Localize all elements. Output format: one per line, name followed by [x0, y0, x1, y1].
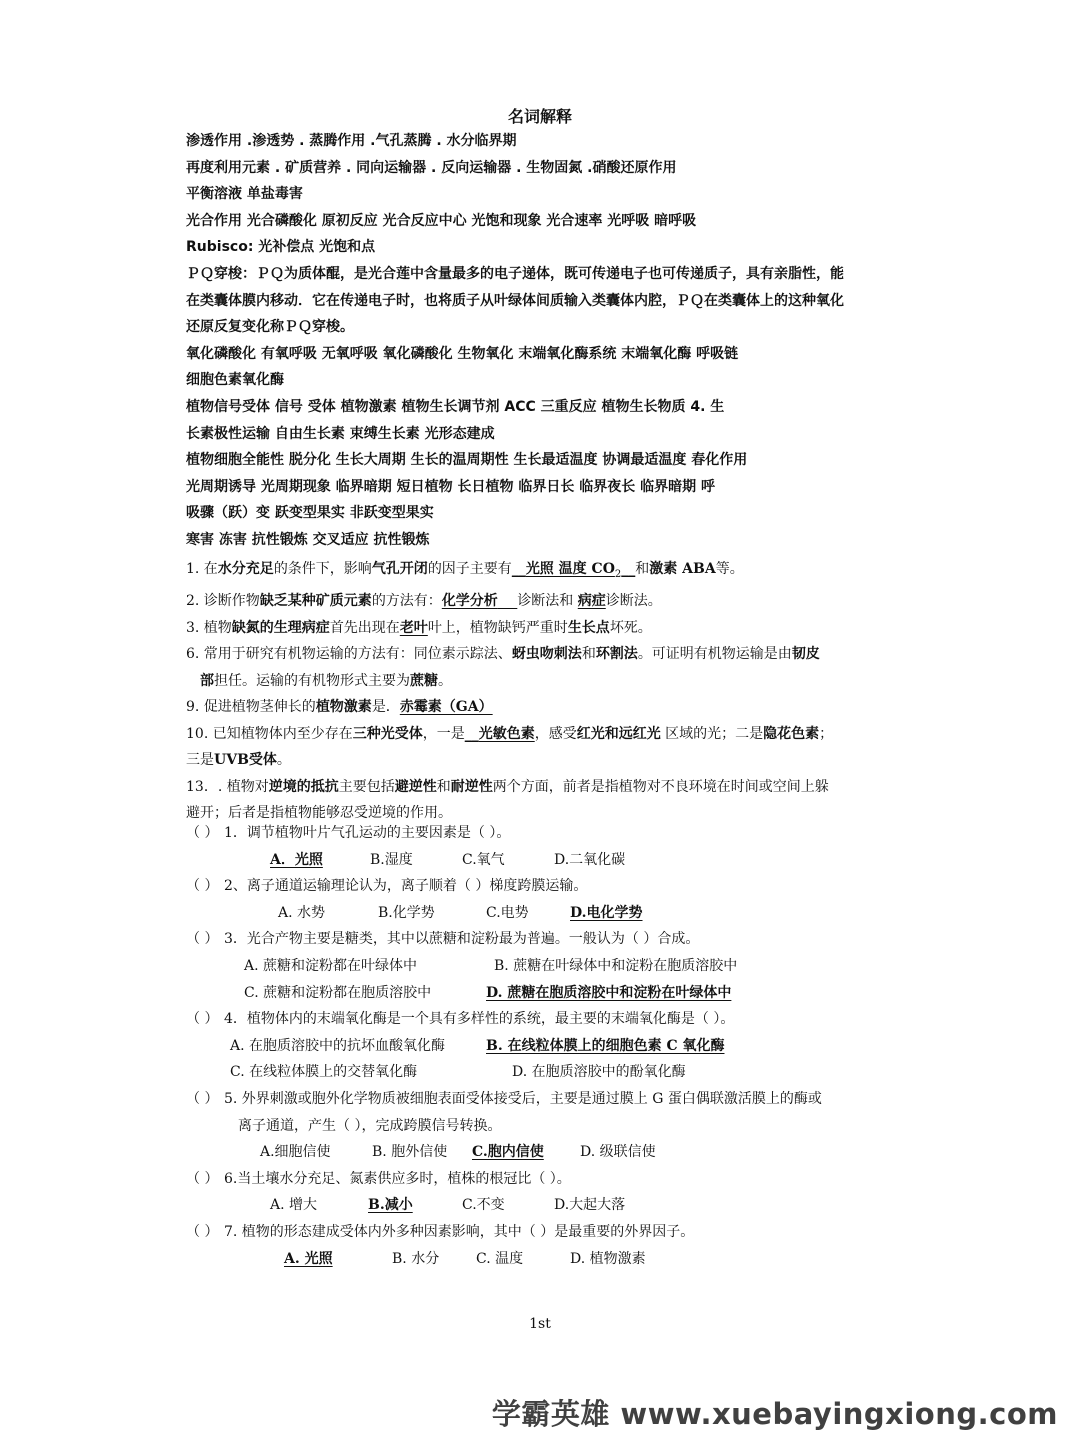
- mc-options: [186, 900, 916, 927]
- page-title: 名词解释: [507, 107, 572, 126]
- text: 叶上，植物缺钙严重时: [427, 619, 568, 636]
- fill-question-6-cont: [186, 668, 906, 695]
- multiple-choice-section: [186, 820, 916, 1272]
- text: 坏死。: [609, 619, 652, 636]
- answer: 老叶: [399, 619, 428, 636]
- term-line: 氧化磷酸化 有氧呼吸 无氧呼吸 氧化磷酸化 生物氧化 末端氧化酶系统 末端氧化酶 呼吸链: [186, 345, 739, 362]
- text: ；: [819, 725, 834, 742]
- mc-question: [186, 1006, 916, 1033]
- option-a: A.细胞信使: [260, 1144, 331, 1161]
- answer: 部: [200, 672, 214, 689]
- option-c: C.胞内信使: [472, 1144, 544, 1161]
- question-stem: 6.当土壤水分充足、氮素供应多时，植株的根冠比（ ）。: [224, 1170, 571, 1187]
- option-b: B.湿度: [370, 851, 413, 868]
- answer: 生长点: [567, 619, 610, 636]
- answer: 病症: [577, 593, 606, 610]
- text: 三是: [186, 752, 214, 769]
- text: 和: [635, 561, 650, 577]
- option-a: A. 水势: [278, 904, 326, 921]
- option-c: C.氧气: [462, 851, 505, 868]
- answer: 环割法: [595, 646, 638, 663]
- fill-question-1: [186, 556, 906, 588]
- answer: 化学分析: [441, 593, 498, 610]
- question-stem: 7. 植物的形态建成受体内外多种因素影响，其中（ ）是最重要的外界因子。: [224, 1223, 695, 1240]
- term-line: 寒害 冻害 抗性锻炼 交叉适应 抗性锻炼: [186, 531, 430, 548]
- term-line: 长素极性运输 自由生长素 束缚生长素 光形态建成: [186, 425, 495, 442]
- text: 6. 常用于研究有机物运输的方法有：同位素示踪法、: [186, 646, 512, 663]
- question-stem: 离子通道，产生（ ），完成跨膜信号转换。: [238, 1117, 502, 1134]
- option-c: C. 温度: [476, 1250, 524, 1267]
- option-b: B.减小: [368, 1197, 413, 1214]
- term-line: ＰＱ穿梭：ＰＱ为质体醌，是光合莲中含量最多的电子递体，既可传递电子也可传递质子，具有亲脂性，能: [186, 265, 844, 282]
- watermark: 学霸英雄 www.xuebayingxiong.com: [491, 1397, 1058, 1431]
- mc-options: [186, 847, 916, 874]
- option-d: D.电化学势: [570, 904, 643, 921]
- option-d: D. 级联信使: [580, 1144, 656, 1161]
- answer: 红光和远红光: [576, 725, 661, 742]
- mc-options: [186, 1246, 916, 1273]
- text: 10. 已知植物体内至少存在: [186, 725, 353, 742]
- answer: 赤霉素（GA）: [399, 699, 493, 716]
- text: 首先出现在: [329, 619, 400, 636]
- option-b: B. 水分: [392, 1250, 440, 1267]
- answer: 蔗糖: [410, 672, 438, 689]
- mc-question: [186, 1086, 916, 1113]
- option-b: B. 蔗糖在叶绿体中和淀粉在胞质溶胶中: [494, 957, 738, 974]
- fill-question-9: [186, 694, 906, 721]
- question-stem: 1．调节植物叶片气孔运动的主要因素是（ ）。: [224, 825, 511, 841]
- answer: 光敏色素: [478, 725, 535, 742]
- option-a: A．光照: [270, 851, 323, 868]
- mc-question: [186, 873, 916, 900]
- text: 的条件下，影响: [273, 561, 372, 577]
- option-b: B. 在线粒体膜上的细胞色素 C 氧化酶: [486, 1037, 725, 1054]
- page-number: 1st: [529, 1316, 551, 1332]
- subscript: 2: [614, 568, 622, 580]
- fill-question-10-cont: [186, 747, 906, 774]
- answer: 隐花色素: [763, 725, 820, 742]
- term-line: 还原反复变化称ＰＱ穿梭。: [186, 319, 354, 336]
- option-c: C.不变: [462, 1197, 505, 1214]
- option-b: B.化学势: [378, 904, 435, 921]
- answer-blank: __光照 温度 $CO_2\_\_$: [511, 561, 636, 580]
- mc-options: [186, 1139, 916, 1166]
- keyword: 植物激素: [315, 699, 372, 716]
- text: 3. 植物: [186, 619, 232, 636]
- keyword: 缺乏某种矿质元素: [259, 593, 372, 610]
- answer-paren: （ ）: [186, 1170, 219, 1187]
- answer: 激素 ABA: [649, 561, 716, 577]
- answer: UVB受体: [214, 752, 277, 769]
- option-a: A. 增大: [270, 1197, 318, 1214]
- question-stem: 5. 外界刺激或胞外化学物质被细胞表面受体接受后，主要是通过膜上 G 蛋白偶联激活膜上的酶或: [224, 1090, 822, 1107]
- mc-options: [186, 1192, 916, 1219]
- keyword: 三种光受体: [352, 725, 423, 742]
- answer-paren: （ ）: [186, 1011, 219, 1028]
- fill-question-10: [186, 721, 906, 748]
- fill-question-6: [186, 641, 906, 668]
- keyword: 水分充足: [217, 561, 274, 577]
- question-stem: 4．植物体内的末端氧化酶是一个具有多样性的系统，最主要的末端氧化酶是（ ）。: [224, 1011, 735, 1028]
- answer-paren: （ ）: [186, 1090, 219, 1107]
- text: 两个方面，前者是指植物对不良环境在时间或空间上躲: [492, 778, 829, 795]
- keyword: 缺氮的生理病症: [231, 619, 330, 636]
- option-d: D. 在胞质溶胶中的酚氧化酶: [512, 1064, 686, 1081]
- option-c: C.电势: [486, 904, 529, 921]
- mc-options: [186, 980, 916, 1007]
- fill-question-3: [186, 615, 906, 642]
- term-list: [186, 128, 906, 554]
- text: 9. 促进植物茎伸长的: [186, 699, 316, 716]
- option-c: C. 蔗糖和淀粉都在胞质溶胶中: [244, 984, 432, 1001]
- term-line: Rubisco: 光补偿点 光饱和点: [186, 239, 376, 256]
- answer-paren: （ ）: [186, 878, 219, 895]
- text: ，一是: [422, 725, 465, 742]
- option-a: A. 光照: [284, 1250, 333, 1267]
- text: 是．: [371, 699, 400, 716]
- option-a: A. 蔗糖和淀粉都在叶绿体中: [244, 957, 418, 974]
- term-line: 光周期诱导 光周期现象 临界暗期 短日植物 长日植物 临界日长 临界夜长 临界暗期 呼: [186, 478, 715, 495]
- mc-question: [186, 1219, 916, 1246]
- option-b: B. 胞外信使: [372, 1144, 448, 1161]
- answer: 避逆性: [394, 778, 437, 795]
- term-line: 渗透作用 .渗透势 . 蒸腾作用 .气孔蒸腾 . 水分临界期: [186, 133, 517, 149]
- fill-question-2: [186, 588, 906, 615]
- text: 等。: [715, 561, 744, 577]
- answer: 耐逆性: [450, 778, 493, 795]
- mc-question: [186, 926, 916, 953]
- answer: 韧皮: [791, 646, 820, 663]
- text: 主要包括: [338, 778, 395, 795]
- term-line: 再度利用元素 . 矿质营养 . 同向运输器 . 反向运输器 . 生物固氮 .硝酸还原作用: [186, 159, 677, 176]
- mc-question: [186, 820, 916, 847]
- term-line: 吸骤（跃）变 跃变型果实 非跃变型果实: [186, 505, 434, 522]
- text: 。: [438, 672, 452, 689]
- mc-question-cont: [186, 1113, 916, 1140]
- text: 和: [581, 646, 596, 663]
- mc-options: [186, 1059, 916, 1086]
- option-c: C. 在线粒体膜上的交替氧化酶: [230, 1064, 418, 1081]
- keyword: 逆境的抵抗: [268, 778, 339, 795]
- text: 担任。运输的有机物形式主要为: [214, 672, 410, 689]
- answer-paren: （ ）: [186, 825, 219, 841]
- question-stem: 3．光合产物主要是糖类，其中以蔗糖和淀粉最为普遍。一般认为（ ）合成。: [224, 931, 700, 948]
- answer-paren: （ ）: [186, 931, 219, 948]
- text: 1. 在: [186, 561, 218, 577]
- text: 。可证明有机物运输是由: [637, 646, 792, 663]
- fill-question-13: [186, 774, 906, 801]
- option-d: D. 蔗糖在胞质溶胶中和淀粉在叶绿体中: [486, 984, 732, 1001]
- text: 13．. 植物对: [186, 778, 269, 795]
- mc-options: [186, 1033, 916, 1060]
- text: 2. 诊断作物: [186, 593, 260, 610]
- mc-question: [186, 1166, 916, 1193]
- text: ，感受: [534, 725, 577, 742]
- text: 。: [276, 752, 291, 769]
- answer-blank: [442, 593, 518, 609]
- option-a: A. 在胞质溶胶中的抗坏血酸氧化酶: [230, 1037, 446, 1054]
- answer: 光照 温度 CO: [525, 561, 615, 577]
- text: 和: [436, 778, 451, 795]
- fill-in-section: [186, 556, 906, 827]
- term-line: 植物信号受体 信号 受体 植物激素 植物生长调节剂 ACC 三重反应 植物生长物质 4. 生: [186, 398, 725, 415]
- term-line: 植物细胞全能性 脱分化 生长大周期 生长的温周期性 生长最适温度 协调最适温度 春化作用: [186, 452, 748, 469]
- answer-paren: （ ）: [186, 1223, 219, 1240]
- fill-question-13-cont: 避开；后者是指植物能够忍受逆境的作用。: [186, 805, 452, 822]
- answer-blank: __光敏色素: [464, 725, 535, 742]
- question-stem: 2、离子通道运输理论认为，离子顺着（ ）梯度跨膜运输。: [224, 878, 588, 895]
- mc-options: [186, 953, 916, 980]
- term-line: 平衡溶液 单盐毒害: [186, 186, 303, 203]
- term-line: 细胞色素氧化酶: [186, 372, 284, 389]
- answer: 蚜虫吻刺法: [511, 646, 582, 663]
- option-d: D.大起大落: [554, 1197, 626, 1214]
- text: 的因子主要有: [427, 561, 512, 577]
- option-d: D. 植物激素: [570, 1250, 646, 1267]
- term-line: 在类囊体膜内移动．它在传递电子时，也将质子从叶绿体间质输入类囊体内腔，ＰＱ在类囊体上的这种氧化: [186, 292, 844, 309]
- text: 区域的光；二是: [660, 725, 764, 742]
- text: 诊断法和: [517, 593, 578, 610]
- text: 的方法有：: [371, 593, 442, 610]
- text: 诊断法。: [605, 593, 662, 610]
- term-line: 光合作用 光合磷酸化 原初反应 光合反应中心 光饱和现象 光合速率 光呼吸 暗呼吸: [186, 212, 697, 229]
- keyword: 气孔开闭: [371, 561, 428, 577]
- option-d: D.二氧化碳: [554, 851, 626, 868]
